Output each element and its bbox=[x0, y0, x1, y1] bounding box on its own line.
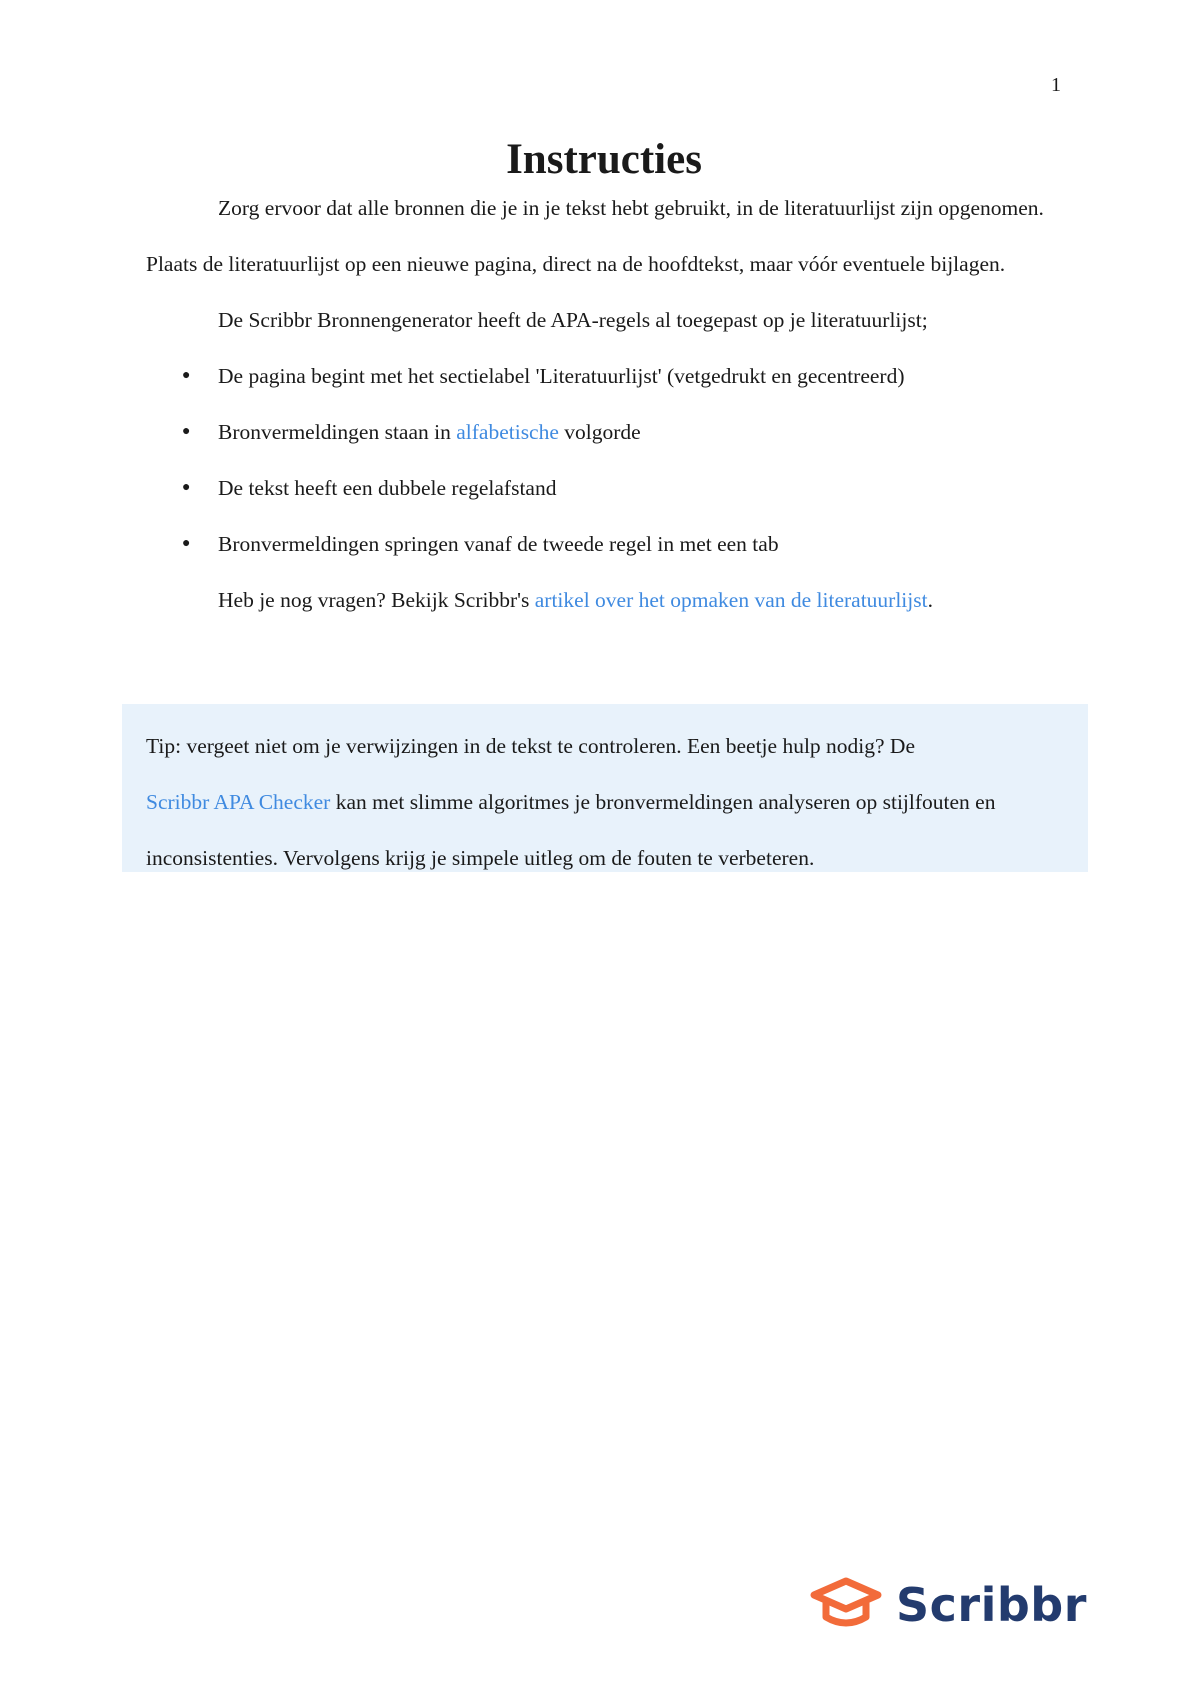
graduation-cap-icon bbox=[808, 1575, 884, 1635]
tip-box bbox=[122, 704, 1088, 872]
alfabetische-link[interactable]: alfabetische bbox=[456, 420, 559, 444]
scribbr-logo bbox=[808, 1575, 1087, 1635]
tip-line-1: Tip: vergeet niet om je verwijzingen in de tekst te controleren. Een beetje hulp nodig? De bbox=[146, 734, 916, 758]
page-title: Instructies bbox=[506, 136, 702, 183]
logo-wordmark: Scribbr bbox=[896, 1578, 1087, 1632]
apa-checker-link[interactable]: Scribbr APA Checker bbox=[146, 790, 331, 814]
list-item-text: De pagina begint met het sectielabel 'Literatuurlijst' (vetgedrukt en gecentreerd) bbox=[218, 364, 905, 388]
list-item bbox=[146, 348, 1062, 404]
list-item-text: volgorde bbox=[558, 420, 641, 444]
article-link[interactable]: artikel over het opmaken van de literatuurlijst bbox=[534, 588, 928, 612]
bullet-icon: ● bbox=[182, 424, 191, 439]
paragraph-intro: Zorg ervoor dat alle bronnen die je in je tekst hebt gebruikt, in de literatuurlijst zijn opgenomen. Plaats de literatuurlijst op een nieuwe pagina, direct na de hoofdtekst, maar vóór eventuele bijlagen. bbox=[146, 196, 1044, 276]
list-item-text: De tekst heeft een dubbele regelafstand bbox=[218, 476, 557, 500]
list-item bbox=[146, 516, 1062, 572]
tip-text: kan met slimme algoritmes je bronvermeldingen analyseren op stijlfouten en inconsistenties. Vervolgens krijg je simpele uitleg om de fouten te verbeteren. bbox=[146, 790, 996, 870]
list-item bbox=[146, 404, 1062, 460]
paragraph-generator: De Scribbr Bronnengenerator heeft de APA-regels al toegepast op je literatuurlijst; bbox=[218, 308, 928, 332]
questions-period: . bbox=[927, 588, 933, 612]
paragraph-questions bbox=[146, 572, 1062, 628]
page-number: 1 bbox=[1051, 74, 1061, 96]
questions-text: Heb je nog vragen? Bekijk Scribbr's bbox=[218, 588, 535, 612]
list-item-text: Bronvermeldingen staan in bbox=[218, 420, 457, 444]
list-item-text: Bronvermeldingen springen vanaf de tweede regel in met een tab bbox=[218, 532, 779, 556]
bullet-icon: ● bbox=[182, 480, 191, 495]
tip-body bbox=[146, 774, 1064, 886]
bullet-icon: ● bbox=[182, 368, 191, 383]
bullet-icon: ● bbox=[182, 536, 191, 551]
document-body bbox=[146, 136, 1062, 628]
list-item bbox=[146, 460, 1062, 516]
rules-list bbox=[146, 348, 1062, 572]
